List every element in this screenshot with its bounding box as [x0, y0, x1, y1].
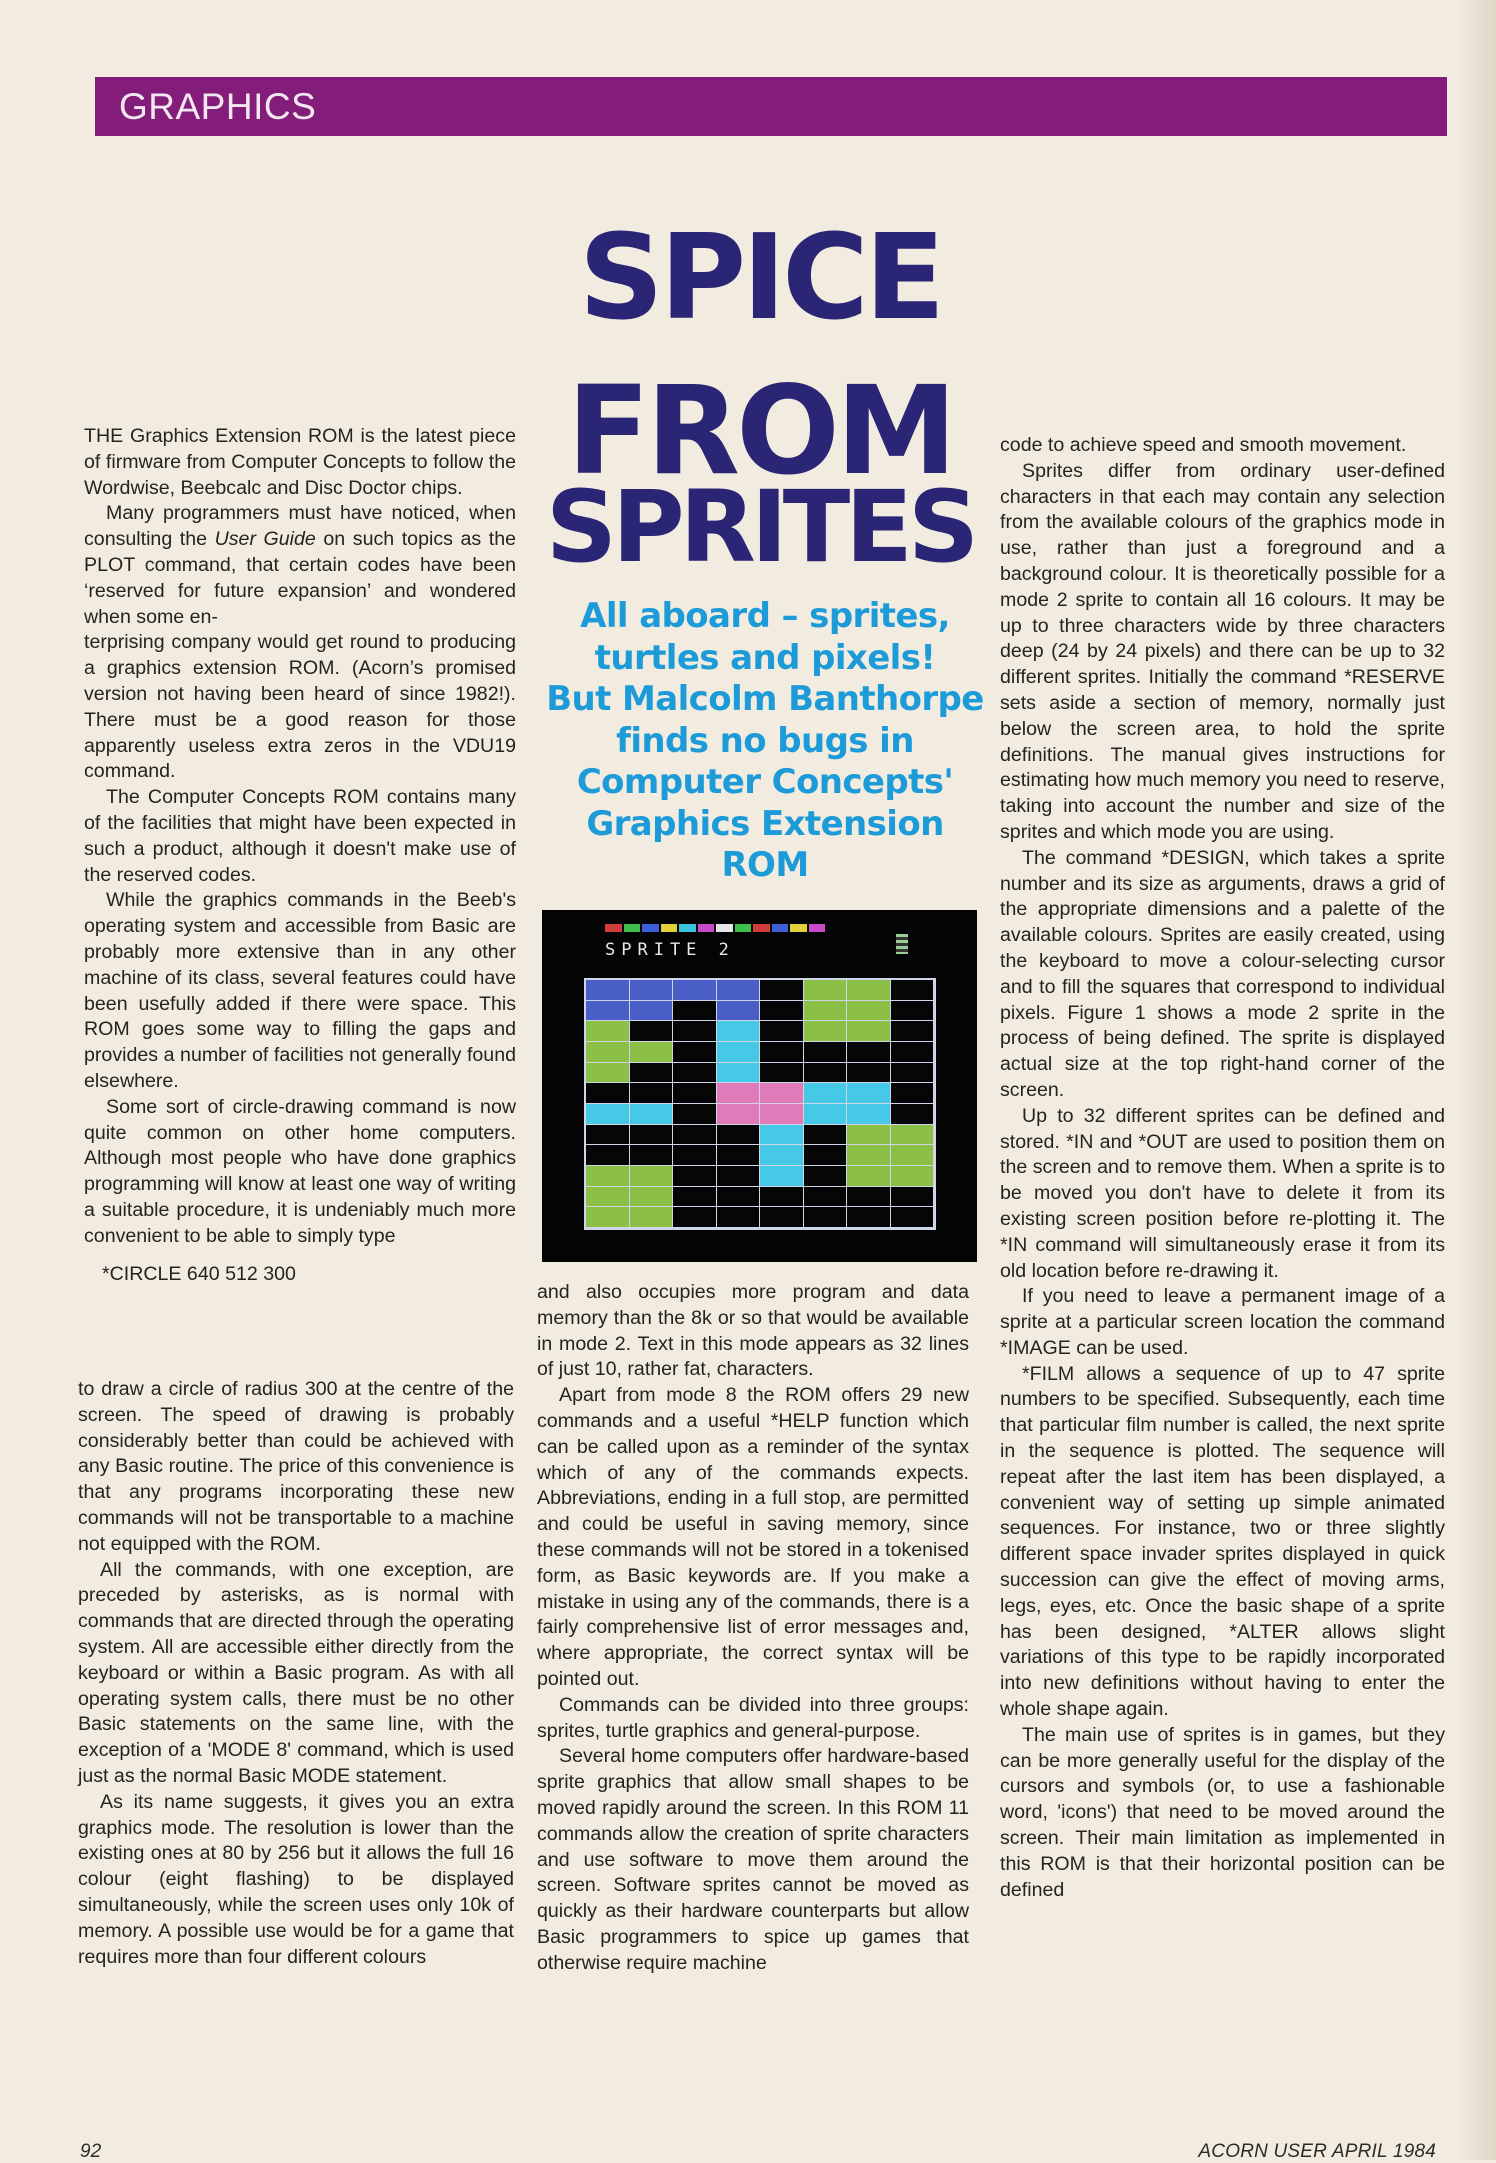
grid-cell — [847, 1187, 891, 1208]
grid-cell — [630, 1042, 674, 1063]
grid-cell — [847, 1104, 891, 1125]
grid-cell — [630, 1063, 674, 1084]
grid-cell — [586, 1083, 630, 1104]
grid-cell — [673, 980, 717, 1001]
screen-title: SPRITE 2 — [605, 940, 735, 960]
grid-cell — [891, 1083, 935, 1104]
palette-swatch — [716, 924, 733, 932]
standfirst-line: But Malcolm Banthorpe — [546, 679, 984, 719]
sprite-design-grid — [584, 978, 936, 1230]
grid-cell — [847, 1021, 891, 1042]
grid-cell — [630, 1001, 674, 1022]
grid-cell — [847, 1145, 891, 1166]
grid-cell — [673, 1063, 717, 1084]
grid-cell — [891, 1042, 935, 1063]
grid-cell — [847, 1042, 891, 1063]
palette-swatch — [698, 924, 715, 932]
paragraph: Sprites differ from ordinary user-defined characters in that each may contain any selection from the available colours of the graphics mode in use, rather than just a foreground and a background colour. It is theoretically possible for a mode 2 sprite to contain all 16 colours. It may be up to three characters wide by three characters deep (24 by 24 pixels) and there can be up to 32 different sprites. Initially the command *RESERVE sets aside a section of memory, normally just below the screen area, to hold the sprite definitions. The manual gives instructions for estimating how much memory you need to reserve, taking into account the number and size of the sprites and which mode you are using. — [1000, 459, 1445, 843]
standfirst-line: turtles and pixels! — [594, 637, 936, 678]
grid-cell — [760, 1125, 804, 1146]
standfirst — [540, 596, 990, 887]
grid-cell — [630, 1145, 674, 1166]
paragraph: As its name suggests, it gives you an extra graphics mode. The resolution is lower than the existing ones at 80 by 256 but it allows the full 16 colour (eight flashing) to be displayed simultaneously, while the screen uses only 10k of memory. A possible use would be for a game that requires more than four different colours — [78, 1790, 514, 1968]
grid-cell — [586, 1145, 630, 1166]
grid-cell — [586, 1042, 630, 1063]
grid-cell — [586, 1207, 630, 1228]
grid-cell — [586, 1021, 630, 1042]
standfirst-line: Graphics Extension — [586, 803, 944, 844]
grid-cell — [717, 1166, 761, 1187]
grid-cell — [891, 1207, 935, 1228]
grid-cell — [673, 1207, 717, 1228]
grid-cell — [760, 1063, 804, 1084]
grid-cell — [717, 1063, 761, 1084]
column-1-bottom — [78, 1377, 514, 1970]
grid-cell — [673, 1166, 717, 1187]
grid-cell — [891, 1063, 935, 1084]
grid-cell — [586, 1125, 630, 1146]
grid-cell — [760, 1166, 804, 1187]
grid-cell — [891, 1104, 935, 1125]
paragraph: If you need to leave a permanent image of a sprite at a particular screen location the command *IMAGE can be used. — [1000, 1285, 1445, 1359]
grid-cell — [673, 1145, 717, 1166]
palette-swatch — [753, 924, 770, 932]
standfirst-line: All aboard – sprites, — [580, 596, 950, 636]
grid-cell — [673, 1042, 717, 1063]
grid-cell — [891, 1145, 935, 1166]
grid-cell — [760, 1001, 804, 1022]
column-3 — [1000, 433, 1445, 1903]
paragraph: Up to 32 different sprites can be defined and stored. *IN and *OUT are used to position them on the screen and to remove them. When a sprite is to be moved you don't have to delete it from its existing screen position before re-plotting it. The *IN command will simultaneously erase it from its old location before re-drawing it. — [1000, 1104, 1445, 1282]
grid-cell — [717, 1083, 761, 1104]
paragraph: THE Graphics Extension ROM is the latest piece of firmware from Computer Concepts to follow the Wordwise, Beebcalc and Disc Doctor chips. — [84, 425, 516, 499]
grid-cell — [717, 1145, 761, 1166]
grid-cell — [847, 1001, 891, 1022]
paragraph: While the graphics commands in the Beeb's operating system and accessible from Basic are probably more extensive than in any other machine of its class, several features could have been usefully added if there were space. This ROM goes some way to filling the gaps and provides a number of facilities not generally found elsewhere. — [84, 889, 516, 1092]
paragraph: The command *DESIGN, which takes a sprite number and its size as arguments, draws a grid of the appropriate dimensions and a palette of the available colours. Sprites are easily created, using the keyboard to move a colour-selecting cursor and to fill the squares that correspond to individual pixels. Figure 1 shows a mode 2 sprite in the process of being defined. The sprite is displayed actual size at the top right-hand corner of the screen. — [1000, 846, 1445, 1101]
grid-cell — [630, 1166, 674, 1187]
grid-cell — [630, 980, 674, 1001]
paragraph: Apart from mode 8 the ROM offers 29 new commands and a useful *HELP function which can be called upon as a reminder of the syntax which of any of the commands expects. Abbreviations, ending in a full stop, are permitted and could be useful in saving memory, since these commands will not be stored in a tokenised form, as Basic keywords are. If you make a mistake in using any of the commands, there is a fairly comprehensive list of error messages and, where appropriate, the correct syntax will be pointed out. — [537, 1384, 969, 1690]
grid-cell — [804, 1083, 848, 1104]
grid-cell — [586, 980, 630, 1001]
grid-cell — [891, 1187, 935, 1208]
issue-footer: ACORN USER APRIL 1984 — [1198, 2141, 1436, 2162]
palette-swatch — [772, 924, 789, 932]
paragraph: Many programmers must have noticed, when consulting the User Guide on such topics as the PLOT command, that certain codes have been ‘reserved for future expansion’ and wondered when some en- terprising company would get round to producing a graphics extension ROM. (Acorn’s promised version not having been heard of since 1982!). There must be a good reason for those apparently useless extra zeros in the VDU19 command. — [84, 502, 516, 783]
grid-cell — [630, 1125, 674, 1146]
grid-cell — [717, 1021, 761, 1042]
column-1-top — [84, 424, 516, 1303]
grid-cell — [630, 1104, 674, 1125]
grid-cell — [673, 1125, 717, 1146]
grid-cell — [804, 1042, 848, 1063]
grid-cell — [847, 1166, 891, 1187]
grid-cell — [804, 1001, 848, 1022]
grid-cell — [760, 1021, 804, 1042]
grid-cell — [586, 1063, 630, 1084]
sprite-editor-screenshot — [542, 910, 977, 1262]
paragraph: The Computer Concepts ROM contains many of the facilities that might have been expected in such a product, although it doesn't make use of the reserved codes. — [84, 786, 516, 886]
grid-cell — [804, 1207, 848, 1228]
grid-cell — [673, 1001, 717, 1022]
paragraph: The main use of sprites is in games, but they can be more generally useful for the display of the cursors and symbols (or, to use a fashionable word, 'icons') that need to be moved around the screen. Their main limitation as implemented in this ROM is that their horizontal position can be defined — [1000, 1723, 1445, 1901]
grid-cell — [804, 1187, 848, 1208]
grid-cell — [804, 980, 848, 1001]
grid-cell — [717, 980, 761, 1001]
grid-cell — [891, 1166, 935, 1187]
sprite-preview — [896, 934, 908, 954]
paragraph: *FILM allows a sequence of up to 47 sprite numbers to be specified. Subsequently, each time that particular film number is called, the next sprite in the sequence is plotted. The sequence will repeat after the last item has been displayed, a convenient way of setting up simple animated sequences. For instance, two or three slightly different space invader sprites displayed in quick succession can give the effect of moving arms, legs, eyes, etc. Once the basic shape of a sprite has been designed, *ALTER allows slight variations of this type to be rapidly incorporated into new definitions without having to enter the whole shape again. — [1000, 1362, 1445, 1721]
grid-cell — [760, 1187, 804, 1208]
headline-line-3: SPRITES — [545, 470, 975, 585]
grid-cell — [891, 1021, 935, 1042]
grid-cell — [586, 1104, 630, 1125]
headline-line-1: SPICE — [578, 208, 942, 346]
paragraph: code to achieve speed and smooth movement. — [1000, 434, 1407, 456]
palette-swatch — [790, 924, 807, 932]
grid-cell — [847, 1063, 891, 1084]
paragraph: Commands can be divided into three groups: sprites, turtle graphics and general-purpose. — [537, 1693, 969, 1742]
grid-cell — [760, 980, 804, 1001]
palette-swatch — [642, 924, 659, 932]
standfirst-line: Computer Concepts' — [576, 762, 954, 802]
grid-cell — [760, 1042, 804, 1063]
grid-cell — [804, 1166, 848, 1187]
headline-line-2: FROM — [566, 360, 954, 502]
grid-cell — [847, 1125, 891, 1146]
page-edge-shadow — [1456, 0, 1496, 2160]
grid-cell — [673, 1187, 717, 1208]
grid-cell — [804, 1104, 848, 1125]
grid-cell — [717, 1104, 761, 1125]
page-number: 92 — [80, 2141, 102, 2162]
grid-cell — [760, 1145, 804, 1166]
grid-cell — [586, 1166, 630, 1187]
palette-swatch — [624, 924, 641, 932]
palette-swatch — [661, 924, 678, 932]
grid-cell — [630, 1083, 674, 1104]
grid-cell — [804, 1125, 848, 1146]
grid-cell — [586, 1187, 630, 1208]
grid-cell — [673, 1021, 717, 1042]
grid-cell — [760, 1207, 804, 1228]
grid-cell — [630, 1021, 674, 1042]
grid-cell — [586, 1001, 630, 1022]
section-banner: GRAPHICS — [95, 77, 1447, 136]
grid-cell — [804, 1145, 848, 1166]
grid-cell — [673, 1083, 717, 1104]
standfirst-line: ROM — [721, 845, 809, 885]
grid-cell — [717, 1042, 761, 1063]
palette-swatch — [809, 924, 826, 932]
grid-cell — [847, 1207, 891, 1228]
grid-cell — [891, 980, 935, 1001]
grid-cell — [630, 1187, 674, 1208]
grid-cell — [760, 1104, 804, 1125]
grid-cell — [760, 1083, 804, 1104]
grid-cell — [804, 1063, 848, 1084]
grid-cell — [717, 1001, 761, 1022]
palette-swatch — [735, 924, 752, 932]
grid-cell — [673, 1104, 717, 1125]
grid-cell — [804, 1021, 848, 1042]
grid-cell — [847, 980, 891, 1001]
paragraph: All the commands, with one exception, are preceded by asterisks, as is normal with commands that are directed through the operating system. All are accessible either directly from the keyboard or within a Basic program. As with all operating system calls, there must be no other Basic statements on the same line, with the exception of a 'MODE 8' command, which is used just as the normal Basic MODE statement. — [78, 1558, 514, 1787]
code-example: *CIRCLE 640 512 300 — [102, 1262, 296, 1285]
standfirst-line: finds no bugs in — [616, 720, 914, 761]
grid-cell — [891, 1001, 935, 1022]
palette-swatch — [605, 924, 622, 932]
paragraph: and also occupies more program and data memory than the 8k or so that would be available in mode 2. Text in this mode appears as 32 lines of just 10, rather fat, characters. — [537, 1281, 969, 1381]
paragraph: Some sort of circle-drawing command is now quite common on other home computers. Although most people who have done graphics programming will know at least one way of writing a suitable procedure, it is undeniably much more convenient to be able to simply type — [84, 1095, 516, 1247]
grid-cell — [847, 1083, 891, 1104]
paragraph: to draw a circle of radius 300 at the centre of the screen. The speed of drawing is probably considerably better than could be achieved with any Basic routine. The price of this convenience is that any programs incorporating these new commands will not be transportable to a machine not equipped with the ROM. — [78, 1378, 514, 1555]
grid-cell — [891, 1125, 935, 1146]
paragraph: Several home computers offer hardware-based sprite graphics that allow small shapes to be moved rapidly around the screen. In this ROM 11 commands allow the creation of sprite characters and use software to move them around the screen. Software sprites cannot be moved as quickly as their hardware counterparts but allow Basic programmers to spice up games that otherwise require machine — [537, 1745, 969, 1974]
grid-cell — [717, 1207, 761, 1228]
grid-cell — [717, 1125, 761, 1146]
column-2 — [537, 1280, 969, 1977]
palette-swatch — [679, 924, 696, 932]
grid-cell — [630, 1207, 674, 1228]
palette-stripe — [605, 924, 825, 932]
grid-cell — [717, 1187, 761, 1208]
